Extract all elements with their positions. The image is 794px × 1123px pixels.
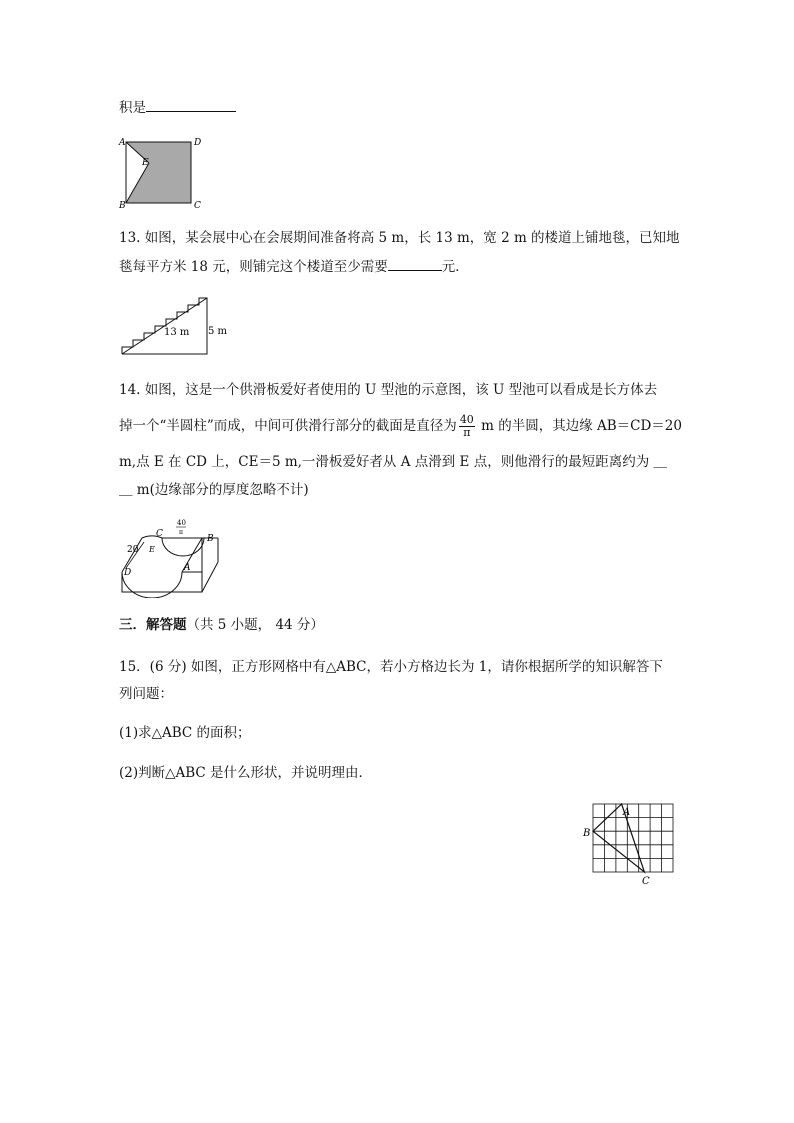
q14-fraction-numerator: 40 bbox=[459, 413, 474, 426]
q15-part-2: (2)判断△ABC 是什么形状，并说明理由． bbox=[119, 765, 373, 781]
q14-fig-frac-den: π bbox=[179, 529, 183, 536]
q15-triangle-abc bbox=[593, 804, 644, 872]
q12-label-d: D bbox=[194, 138, 202, 148]
section-3-subtitle: （共 5 小题， 44 分） bbox=[186, 617, 324, 633]
q15-line-1: 15．(6 分) 如图，正方形网格中有△ABC，若小方格边长为 1，请你根据所学的知识解答下 bbox=[119, 659, 663, 675]
q15-label-c: C bbox=[642, 876, 650, 887]
q13-hypotenuse bbox=[122, 298, 207, 354]
q12-answer-blank bbox=[146, 97, 236, 112]
q12-label-e: E bbox=[142, 158, 149, 168]
q14-label-b: B bbox=[207, 534, 214, 544]
q14-fraction-denominator: π bbox=[463, 426, 471, 439]
q15-label-a: A bbox=[623, 807, 631, 818]
q13-line-2 bbox=[119, 256, 469, 276]
q14-label-c: C bbox=[156, 529, 163, 539]
q14-line-2 bbox=[119, 412, 682, 440]
q14-front-face bbox=[122, 572, 202, 592]
q13-answer-blank bbox=[388, 256, 442, 271]
q15-grid-figure bbox=[580, 800, 680, 892]
q12-label-c: C bbox=[194, 201, 201, 209]
q14-line-3: m,点 E 在 CD 上，CE＝5 m,一滑板爱好者从 A 点滑到 E 点，则他滑行的最短距离约为 ＿ bbox=[119, 454, 667, 470]
q14-line-2-a: 掉一个“半圆柱”而成，中间可供滑行部分的截面是直径为 bbox=[119, 418, 457, 434]
q14-label-d: D bbox=[124, 568, 132, 578]
q14-label-e: E bbox=[149, 545, 155, 554]
section-3-title: 三．解答题 bbox=[119, 617, 187, 633]
q12-label-b: B bbox=[119, 201, 126, 209]
q15-part-1: (1)求△ABC 的面积； bbox=[119, 725, 251, 741]
q14-diameter-fraction bbox=[459, 414, 475, 439]
q13-hypotenuse-label: 13 m bbox=[164, 327, 190, 338]
q14-back-semicircle bbox=[162, 538, 204, 556]
q13-staircase-figure bbox=[118, 294, 228, 358]
q14-bottom-right-edge bbox=[202, 562, 218, 592]
q13-height-label: 5 m bbox=[208, 326, 228, 337]
q13-line-2-a: 毯每平方米 18 元，则铺完这个楼道至少需要 bbox=[119, 259, 388, 275]
q13-line-1: 13. 如图，某会展中心在会展期间准备将高 5 m，长 13 m，宽 2 m 的楼道上铺地毯，已知地 bbox=[119, 230, 680, 246]
q13-line-2-b: 元． bbox=[441, 259, 469, 275]
q12-figure bbox=[115, 133, 207, 209]
q14-label-a: A bbox=[184, 563, 191, 573]
q14-edge-dc bbox=[122, 538, 142, 572]
q15-line-2: 列问题： bbox=[119, 686, 173, 702]
q14-fig-frac-num: 40 bbox=[177, 519, 186, 527]
q15-label-b: B bbox=[583, 828, 591, 839]
q14-line-2-b: m 的半圆，其边缘 AB＝CD＝20 bbox=[476, 418, 682, 434]
q14-length-label: 20 bbox=[127, 545, 139, 555]
q14-line-4: ＿ m(边缘部分的厚度忽略不计) bbox=[119, 482, 309, 498]
q14-line-1: 14. 如图，这是一个供滑板爱好者使用的 U 型池的示意图，该 U 型池可以看成是长方体去 bbox=[119, 382, 658, 398]
q12-tail-line bbox=[119, 97, 236, 117]
q12-tail-text: 积是 bbox=[119, 100, 146, 116]
q14-u-pool-figure bbox=[118, 516, 223, 598]
q12-label-a: A bbox=[119, 138, 126, 148]
section-3-heading bbox=[119, 616, 324, 634]
